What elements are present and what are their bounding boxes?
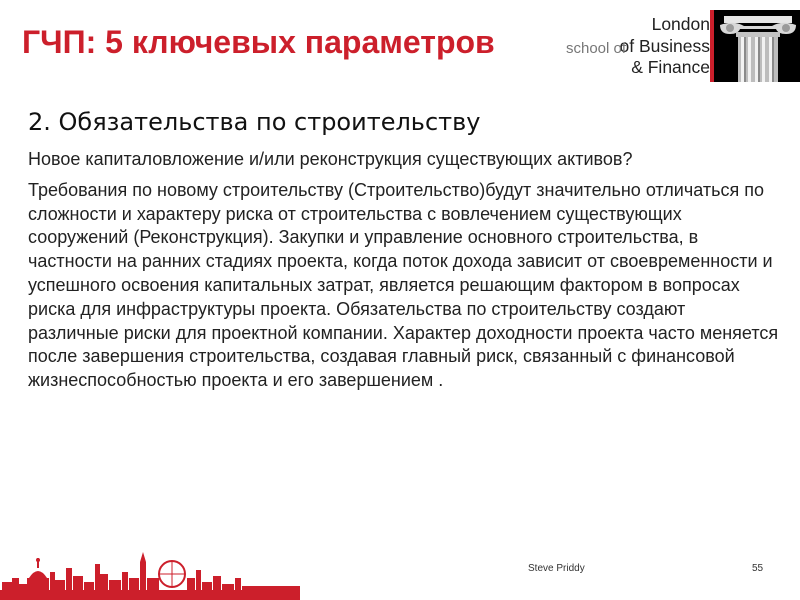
slide-body: [28, 106, 780, 400]
london-skyline-icon: [0, 548, 300, 600]
question-paragraph: Новое капиталовложение и/или реконструкция существующих активов?: [28, 149, 633, 169]
logo-school-text: school of: [566, 40, 627, 57]
footer-author: Steve Priddy: [528, 563, 585, 574]
page-number: 55: [752, 563, 764, 574]
slide-subheading: 2. Обязательства по строительству: [28, 108, 481, 136]
body-paragraph: Требования по новому строительству (Строительство)будут значительно отличаться по сложности и характеру риска от строительства с вовлечением существующих сооружений (Реконструкция). Закупки и управление основного строительства, в частности на ранних стадиях проекта, когда поток дохода зависит от своевременности и успешного освоения капитальных затрат, является решающим фактором в вопросах риска для инфраструктуры проекта. Обязательства по строительству создают различные риски для проектной компании. Характер доходности проекта часто меняется после завершения строительства, создавая главный риск, связанный с финансовой жизнеспособностью проекта и его завершением .: [28, 179, 779, 391]
london-business-finance-logo: [566, 10, 800, 82]
slide-title: ГЧП: 5 ключевых параметров: [22, 24, 495, 60]
logo-line-finance: & Finance: [631, 57, 710, 77]
logo-line-london: London: [651, 14, 710, 34]
logo-line-business: of Business: [619, 35, 710, 56]
column-capital-icon: [714, 10, 800, 82]
